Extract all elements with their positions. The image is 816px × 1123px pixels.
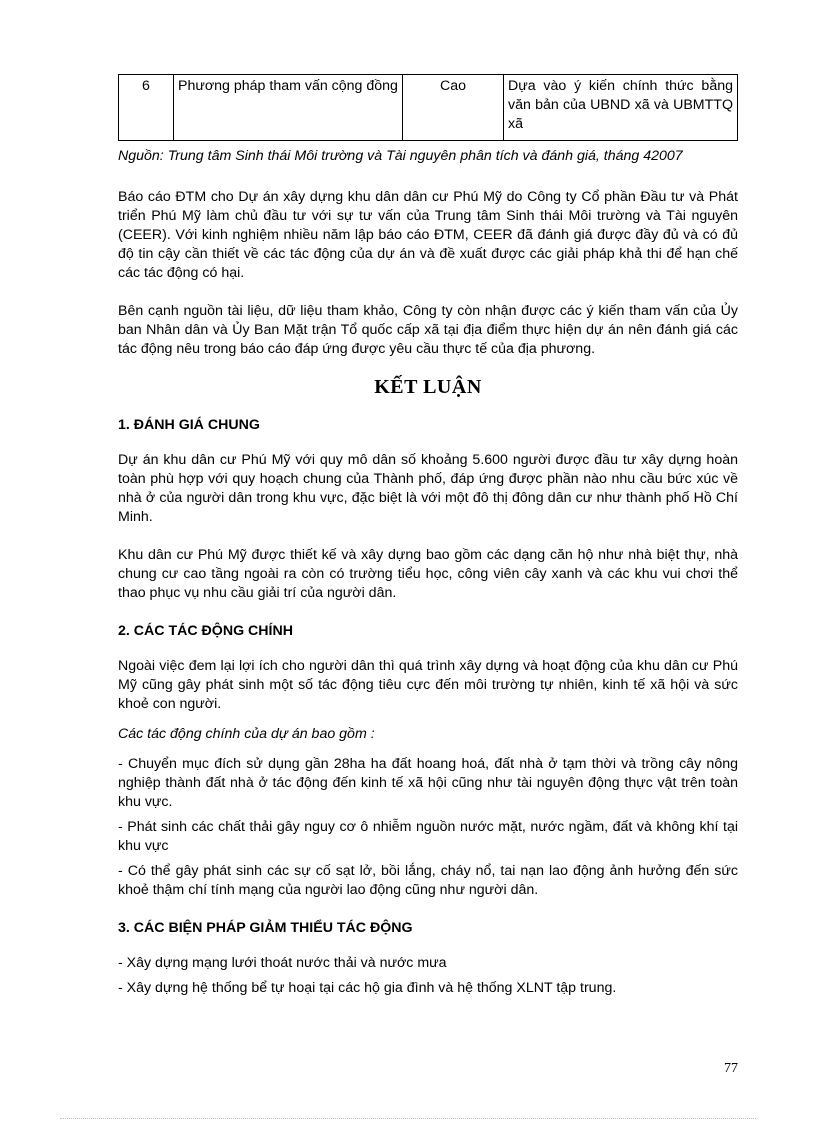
page-number: 77 <box>724 1061 738 1076</box>
page-bottom-divider <box>60 1118 756 1119</box>
list-item: - Phát sinh các chất thải gây nguy cơ ô nhiễm nguồn nước mặt, nước ngầm, đất và không khí tại khu vực <box>118 819 738 854</box>
table-row <box>119 75 738 141</box>
conclusion-title: KẾT LUẬN <box>374 376 482 398</box>
table-cell-level: Cao <box>403 75 504 141</box>
body-paragraph: Khu dân cư Phú Mỹ được thiết kế và xây dựng bao gồm các dạng căn hộ như nhà biệt thự, nhà chung cư cao tầng ngoài ra còn có trường tiểu học, công viên cây xanh và các khu vui chơi thể thao phục vụ nhu cầu giải trí của người dân. <box>118 547 738 601</box>
list-item: - Xây dựng hệ thống bể tự hoại tại các hộ gia đình và hệ thống XLNT tập trung. <box>118 980 617 996</box>
impact-list-intro: Các tác động chính của dự án bao gồm : <box>118 726 375 742</box>
page-content <box>118 74 738 998</box>
list-item: - Xây dựng mạng lưới thoát nước thải và nước mưa <box>118 955 447 971</box>
body-paragraph: Ngoài việc đem lại lợi ích cho người dân thì quá trình xây dựng và hoạt động của khu dân cư Phú Mỹ cũng gây phát sinh một số tác động tiêu cực đến môi trường tự nhiên, kinh tế xã hội và sức khoẻ con người. <box>118 658 738 712</box>
intro-paragraph: Báo cáo ĐTM cho Dự án xây dựng khu dân dân cư Phú Mỹ do Công ty Cổ phần Đầu tư và Phát triển Phú Mỹ làm chủ đầu tư với sự tư vấn của Trung tâm Sinh thái Môi trường và Tài nguyên (CEER). Với kinh nghiệm nhiều năm lập báo cáo ĐTM, CEER đã đánh giá được đầy đủ và có đủ độ tin cậy cần thiết về các tác động của dự án và đề xuất được các giải pháp khả thi để hạn chế các tác động có hại. <box>118 189 738 281</box>
evaluation-table <box>118 74 738 141</box>
table-cell-method: Phương pháp tham vấn cộng đồng <box>174 75 403 141</box>
section-heading: 3. CÁC BIỆN PHÁP GIẢM THIỂU TÁC ĐỘNG <box>118 920 413 936</box>
section-heading: 2. CÁC TÁC ĐỘNG CHÍNH <box>118 623 293 639</box>
section-heading: 1. ĐÁNH GIÁ CHUNG <box>118 417 260 433</box>
intro-paragraph: Bên cạnh nguồn tài liệu, dữ liệu tham khảo, Công ty còn nhận được các ý kiến tham vấn của Ủy ban Nhân dân và Ủy Ban Mặt trận Tổ quốc cấp xã tại địa điểm thực hiện dự án nên đánh giá các tác động nêu trong báo cáo đáp ứng được yêu cầu thực tế của địa phương. <box>118 303 738 357</box>
body-paragraph: Dự án khu dân cư Phú Mỹ với quy mô dân số khoảng 5.600 người được đầu tư xây dựng hoàn toàn phù hợp với quy hoạch chung của Thành phố, đáp ứng được phần nào nhu cầu bức xúc về nhà ở của người dân trong khu vực, đặc biệt là với một đô thị đông dân cư như thành phố Hồ Chí Minh. <box>118 452 738 525</box>
list-item: - Chuyển mục đích sử dụng gần 28ha ha đất hoang hoá, đất nhà ở tạm thời và trồng cây nông nghiệp thành đất nhà ở tác động đến kinh tế xã hội cũng như tài nguyên động thực vật trên toàn khu vực. <box>118 756 738 810</box>
source-note: Nguồn: Trung tâm Sinh thái Môi trường và Tài nguyên phân tích và đánh giá, tháng 42007 <box>118 148 683 164</box>
list-item: - Có thể gây phát sinh các sự cố sạt lở, bồi lắng, cháy nổ, tai nạn lao động ảnh hưởng đến sức khoẻ thậm chí tính mạng của người lao động cũng như người dân. <box>118 863 738 898</box>
table-cell-basis: Dựa vào ý kiến chính thức bằng văn bản của UBND xã và UBMTTQ xã <box>504 75 738 141</box>
table-cell-no: 6 <box>119 75 174 141</box>
